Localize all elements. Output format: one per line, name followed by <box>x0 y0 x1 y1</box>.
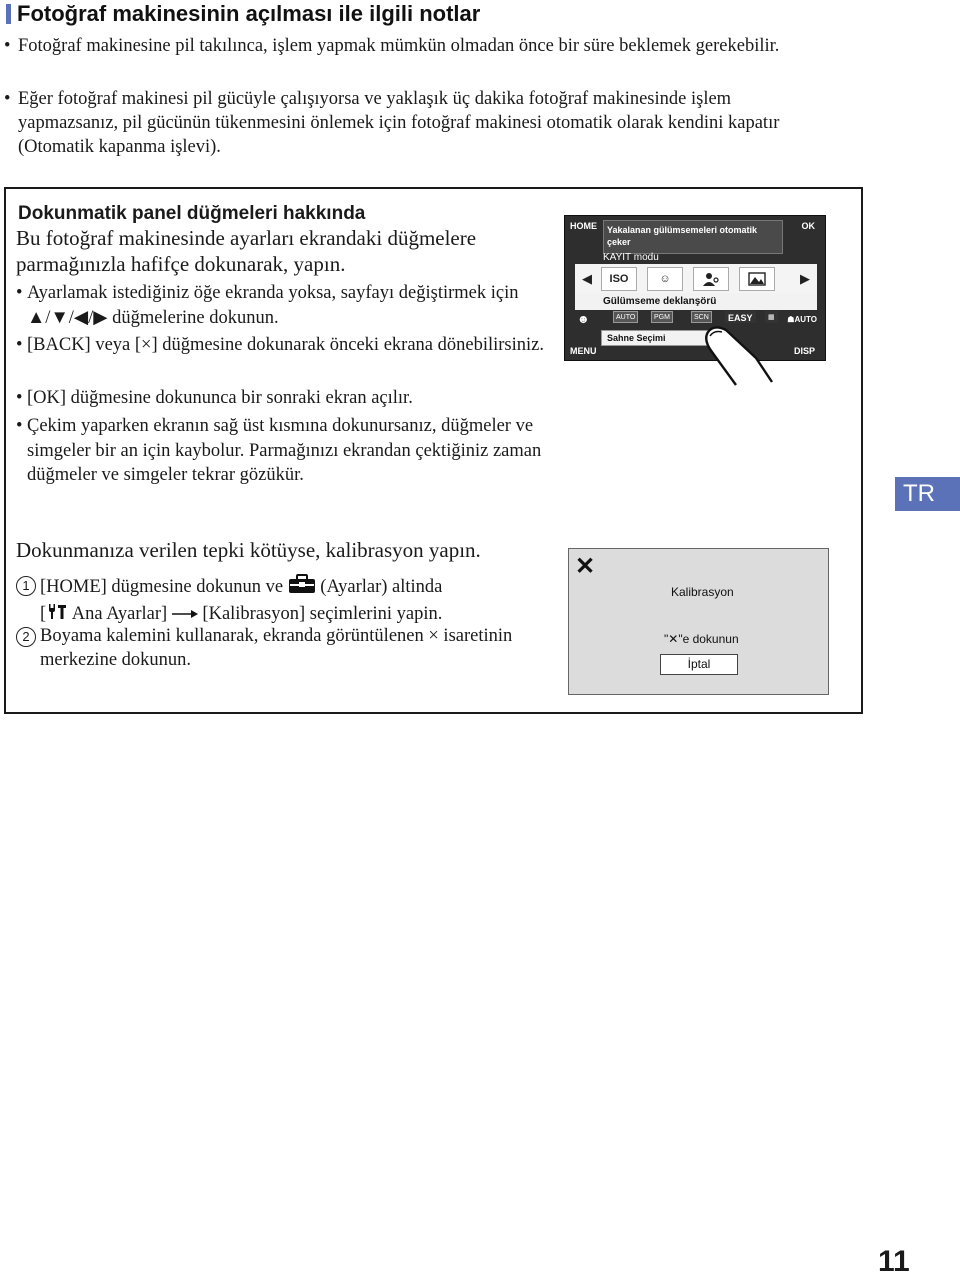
panel-bullet-text: [OK] düğmesine dokununca bir sonraki ekran açılır. <box>27 388 413 408</box>
left-arrow-icon[interactable]: ◀ <box>582 271 592 286</box>
landscape-icon[interactable] <box>739 267 775 291</box>
panel-bullet-text: Ayarlamak istediğiniz öğe ekranda yoksa, sayfayı değiştirmek için ▲/▼/◀/▶ düğmelerine dokunun. <box>27 283 519 328</box>
step-text: (Ayarlar) altinda <box>320 577 443 597</box>
toolbox-icon <box>288 574 316 602</box>
panel-bullet <box>16 281 546 330</box>
heading-marker <box>6 4 11 24</box>
movie-icon[interactable]: ▦ <box>765 311 778 323</box>
panel-bullet <box>16 333 546 358</box>
panel-intro: Bu fotoğraf makinesinde ayarları ekrandaki düğmelere parmağınızla hafifçe dokunarak, yapın. <box>16 226 477 276</box>
mode-badge[interactable]: PGM <box>651 311 673 323</box>
bullet-icon: • <box>4 36 11 56</box>
scene-selection[interactable]: Sahne Seçimi <box>601 330 711 346</box>
mode-label: KAYIT modu <box>603 252 659 263</box>
close-icon[interactable]: ✕ <box>575 553 596 580</box>
step-text: [HOME] dügmesine dokunun ve <box>40 577 284 597</box>
step-number: 2 <box>16 627 36 647</box>
page-number: 11 <box>878 1245 910 1277</box>
section-heading <box>6 0 480 28</box>
calibration-step-1 <box>16 574 516 627</box>
ok-button[interactable]: OK <box>801 221 815 231</box>
step-text: Boyama kalemini kullanarak, ekranda görüntülenen × isaretinin merkezine dokunun. <box>40 626 513 670</box>
camera-screen-illustration <box>564 215 826 361</box>
tooltip: Yakalanan gülümsemeleri otomatik çeker <box>603 220 783 254</box>
auto-scene-icon: ☗AUTO <box>787 315 817 324</box>
panel-bullet <box>16 386 546 411</box>
bullet-icon: • <box>16 283 23 303</box>
right-arrow-icon[interactable]: ▶ <box>800 271 810 286</box>
calibration-hint: "✕"e dokunun <box>664 632 739 646</box>
note-text: Eğer fotoğraf makinesi pil gücüyle çalışıyorsa ve yaklaşık üç dakika fotoğraf makinesinde işlem yapmazsanız, pil gücünün tükenmesini önlemek için fotoğraf makinesi otomatik olarak kendini kapatır (Otomatik kapanma işlevi). <box>18 89 780 157</box>
language-tab: TR <box>895 477 960 511</box>
smile-shutter-row[interactable]: Gülümseme deklanşörü <box>575 293 817 310</box>
mode-badge[interactable]: AUTO <box>613 311 638 323</box>
note-item <box>4 87 834 159</box>
calibration-step-2 <box>16 625 516 672</box>
heading-text: Fotoğraf makinesinin açılması ile ilgili notlar <box>17 1 481 26</box>
step-number: 1 <box>16 576 36 596</box>
bullet-icon: • <box>16 335 23 355</box>
bullet-icon: • <box>4 89 11 109</box>
step-text: Ana Ayarlar] <box>71 603 168 624</box>
icon-row <box>575 264 817 294</box>
step-text: [ <box>40 603 47 624</box>
wrench-icon <box>46 602 68 628</box>
panel-bullet-text: [BACK] veya [×] düğmesine dokunarak önceki ekrana dönebilirsiniz. <box>27 335 544 355</box>
smile-icon[interactable]: ☺ <box>647 267 683 291</box>
panel-title: Dokunmatik panel düğmeleri hakkında <box>18 203 366 224</box>
home-button[interactable]: HOME <box>570 221 597 231</box>
panel-bullet-text: Çekim yaparken ekranın sağ üst kısmına dokunursanız, düğmeler ve simgeler bir an için kaybolur. Parmağınızı ekrandan çektiğiniz zaman düğmeler ve simgeler tekrar gözükür. <box>27 416 542 485</box>
menu-button[interactable]: MENU <box>570 346 597 356</box>
arrow-right-icon <box>172 603 198 627</box>
bullet-icon: • <box>16 388 23 408</box>
panel-bullet <box>16 414 546 488</box>
note-text: Fotoğraf makinesine pil takılınca, işlem yapmak mümkün olmadan önce bir süre beklemek gerekebilir. <box>18 36 780 56</box>
cancel-button[interactable]: İptal <box>660 654 738 675</box>
portrait-icon[interactable] <box>693 267 729 291</box>
smile-mode-icon: ☻ <box>577 312 590 326</box>
calibration-intro: Dokunmanıza verilen tepki kötüyse, kalibrasyon yapın. <box>16 538 481 562</box>
finger-illustration <box>700 310 780 385</box>
disp-button[interactable]: DISP <box>793 346 815 356</box>
mode-badge[interactable]: SCN <box>691 311 712 323</box>
calibration-screen-illustration <box>568 548 829 695</box>
calibration-title: Kalibrasyon <box>671 585 734 599</box>
mode-badge[interactable]: EASY <box>725 311 756 323</box>
step-text: [Kalibrasyon] seçimlerini yapin. <box>202 603 443 624</box>
bullet-icon: • <box>16 416 23 436</box>
iso-button[interactable]: ISO <box>601 267 637 291</box>
note-item <box>4 34 834 58</box>
